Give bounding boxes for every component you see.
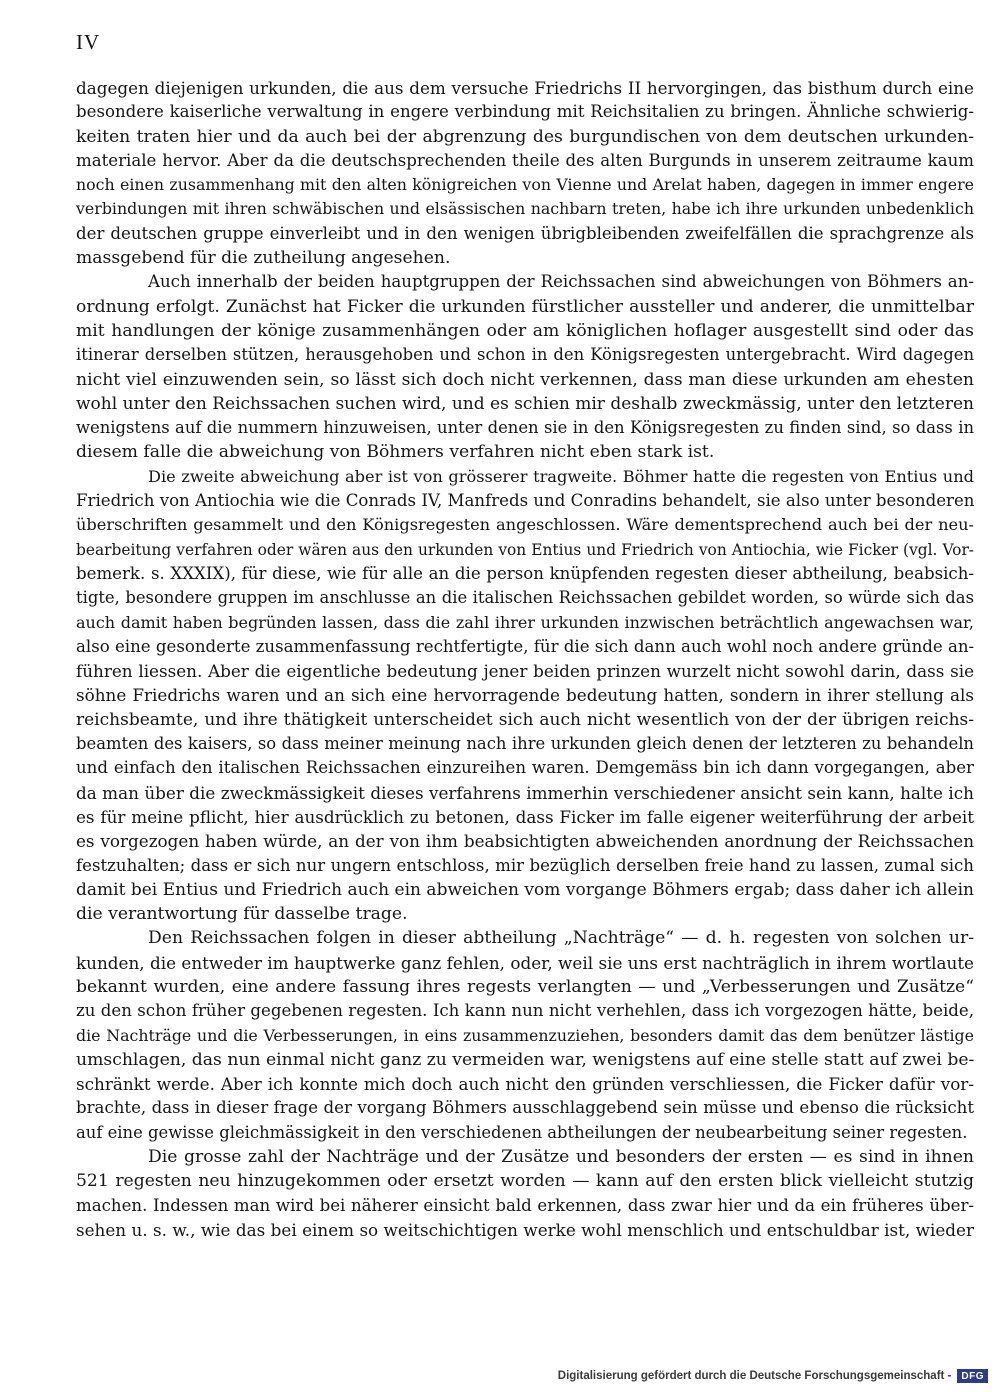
text-line: schränkt werde. Aber ich konnte mich doch auch nicht den gründen verschliessen, die Ficker dafür vor-: [76, 1074, 974, 1095]
text-line: wohl unter den Reichssachen suchen wird, und es schien mir deshalb zweckmässig, unter den letzteren: [76, 393, 974, 414]
text-line: bekannt wurden, eine andere fassung ihres regests verlangten — und „Verbesserungen und Zusätze“: [76, 976, 974, 997]
text-line: Auch innerhalb der beiden hauptgruppen der Reichssachen sind abweichungen von Böhmers an-: [148, 272, 974, 292]
text-line: zu den schon früher gegebenen regesten. Ich kann nun nicht verhehlen, dass ich vorgezogen hätte, beide,: [76, 1001, 974, 1021]
text-line: massgebend für die zutheilung angesehen.: [76, 248, 451, 269]
text-line: Die zweite abweichung aber ist von grösserer tragweite. Böhmer hatte die regesten von Entius und: [148, 466, 974, 486]
text-line: da man über die zweckmässigkeit dieses verfahrens immerhin verschiedener ansicht sein kann, halte ich: [76, 782, 974, 803]
text-line: umschlagen, das nun einmal nicht ganz zu vermeiden war, wenigstens auf eine stelle statt auf zwei be-: [76, 1049, 975, 1070]
text-line: ordnung erfolgt. Zunächst hat Ficker die urkunden fürstlicher aussteller und anderer, die unmittelbar: [76, 296, 974, 317]
text-line: beamten des kaisers, so dass meiner meinung nach ihre urkunden gleich denen der letzteren zu behandeln: [76, 734, 974, 754]
text-line: diesem falle die abweichung von Böhmers verfahren nicht eben stark ist.: [76, 442, 715, 463]
text-line: verbindungen mit ihren schwäbischen und elsässischen nachbarn treten, habe ich ihre urkunden unbedenklich: [76, 199, 974, 219]
text-line: wenigstens auf die nummern hinzuweisen, unter denen sie in den Königsregesten zu finden sind, so dass in: [76, 418, 974, 438]
text-line: damit bei Entius und Friedrich auch ein abweichen vom vorgange Böhmers ergab; dass daher ich allein: [76, 879, 974, 900]
text-line: Den Reichssachen folgen in dieser abtheilung „Nachträge“ — d. h. regesten von solchen ur-: [148, 928, 974, 949]
text-line: sehen u. s. w., wie das bei einem so weitschichtigen werke wohl menschlich und entschuldbar ist, wieder: [76, 1219, 974, 1240]
text-line: dagegen diejenigen urkunden, die aus dem versuche Friedrichs II hervorgingen, das bisthum durch eine: [76, 78, 974, 98]
text-line: die verantwortung für dasselbe trage.: [76, 904, 408, 925]
text-line: Friedrich von Antiochia wie die Conrads IV, Manfreds und Conradins behandelt, sie also unter besonderen: [76, 491, 975, 511]
text-line: tigte, besondere gruppen im anschlusse an die italischen Reichssachen gebildet worden, so würde sich das: [76, 588, 974, 608]
text-line: 521 regesten neu hinzugekommen oder ersetzt worden — kann auf den ersten blick vielleicht stutzig: [76, 1171, 974, 1192]
text-line: reichsbeamte, und ihre thätigkeit unterscheidet sich auch nicht wesentlich von der der übrigen reichs-: [76, 709, 974, 730]
text-line: söhne Friedrichs waren und an sich eine hervorragende bedeutung hatten, sondern in ihrer stellung als: [76, 685, 974, 706]
text-line: bearbeitung verfahren oder wären aus den urkunden von Entius und Friedrich von Antiochia, wie Ficker (vgl. Vor-: [76, 540, 974, 559]
body-text: [76, 76, 974, 1242]
dfg-logo-icon: DFG: [957, 1369, 988, 1383]
text-line: es vorgezogen haben würde, an der von ihm beabsichtigten abweichenden anordnung der Reichssachen: [76, 831, 974, 852]
text-line: führen liessen. Aber die eigentliche bedeutung jener beiden prinzen wurzelt nicht sowohl darin, dass sie: [76, 661, 974, 682]
text-line: also eine gesonderte zusammenfassung rechtfertigte, für die sich dann auch wohl noch andere gründe an-: [76, 636, 975, 656]
text-line: keiten traten hier und da auch bei der abgrenzung des burgundischen von dem deutschen urkunden-: [76, 126, 974, 147]
page-number: IV: [76, 30, 101, 54]
text-line: besondere kaiserliche verwaltung in engere verbindung mit Reichsitalien zu bringen. Ähnliche schwierig-: [76, 102, 974, 122]
text-line: festzuhalten; dass er sich nur ungern entschloss, mir bezüglich derselben freie hand zu lassen, zumal sich: [76, 855, 974, 875]
text-line: itinerar derselben stützen, herausgehoben und schon in den Königsregesten untergebracht. Wird dagegen: [76, 345, 974, 365]
text-line: es für meine pflicht, hier ausdrücklich zu betonen, dass Ficker im falle eigener weiterführung der arbeit: [76, 806, 974, 827]
text-line: die Nachträge und die Verbesserungen, in eins zusammenzuziehen, besonders damit das dem benützer lästige: [76, 1025, 974, 1045]
text-line: noch einen zusammenhang mit den alten königreichen von Vienne und Arelat haben, dagegen in immer engere: [76, 175, 974, 195]
text-line: brachte, dass in dieser frage der vorgang Böhmers ausschlaggebend sein müsse und ebenso die rücksicht: [76, 1098, 974, 1118]
text-line: auch damit haben begründen lassen, dass die zahl ihrer urkunden inzwischen beträchtlich angewachsen war,: [76, 612, 974, 632]
text-line: kunden, die entweder im hauptwerke ganz fehlen, oder, weil sie uns erst nachträglich in ihrem wortlaute: [76, 952, 974, 973]
text-line: überschriften gesammelt und den Königsregesten angeschlossen. Wäre dementsprechend auch bei der neu-: [76, 515, 974, 535]
text-line: auf eine gewisse gleichmässigkeit in den verschiedenen abtheilungen der neubearbeitung seiner regesten.: [76, 1122, 968, 1142]
footer-text: Digitalisierung gefördert durch die Deutsche Forschungsgemeinschaft -: [557, 1370, 952, 1382]
footer-credit: [558, 1369, 988, 1383]
text-line: materiale hervor. Aber da die deutschsprechenden theile des alten Burgunds in unserem zeitraume kaum: [76, 150, 974, 170]
text-line: und einfach den italischen Reichssachen einzureihen waren. Demgemäss bin ich dann vorgegangen, aber: [76, 758, 974, 778]
text-line: machen. Indessen man wird bei näherer einsicht bald erkennen, dass zwar hier und da ein früheres über-: [76, 1195, 974, 1215]
text-line: der deutschen gruppe einverleibt und in den wenigen übrigbleibenden zweifelfällen die sprachgrenze als: [76, 223, 974, 243]
text-line: nicht viel einzuwenden sein, so lässt sich doch nicht verkennen, dass man diese urkunden am ehesten: [76, 369, 974, 390]
text-line: Die grosse zahl der Nachträge und der Zusätze und besonders der ersten — es sind in ihnen: [148, 1147, 974, 1168]
text-line: mit handlungen der könige zusammenhängen oder am königlichen hoflager ausgestellt sind oder das: [76, 320, 974, 341]
text-line: bemerk. s. XXXIX), für diese, wie für alle an die person knüpfenden regesten dieser abtheilung, beabsich-: [76, 563, 974, 583]
